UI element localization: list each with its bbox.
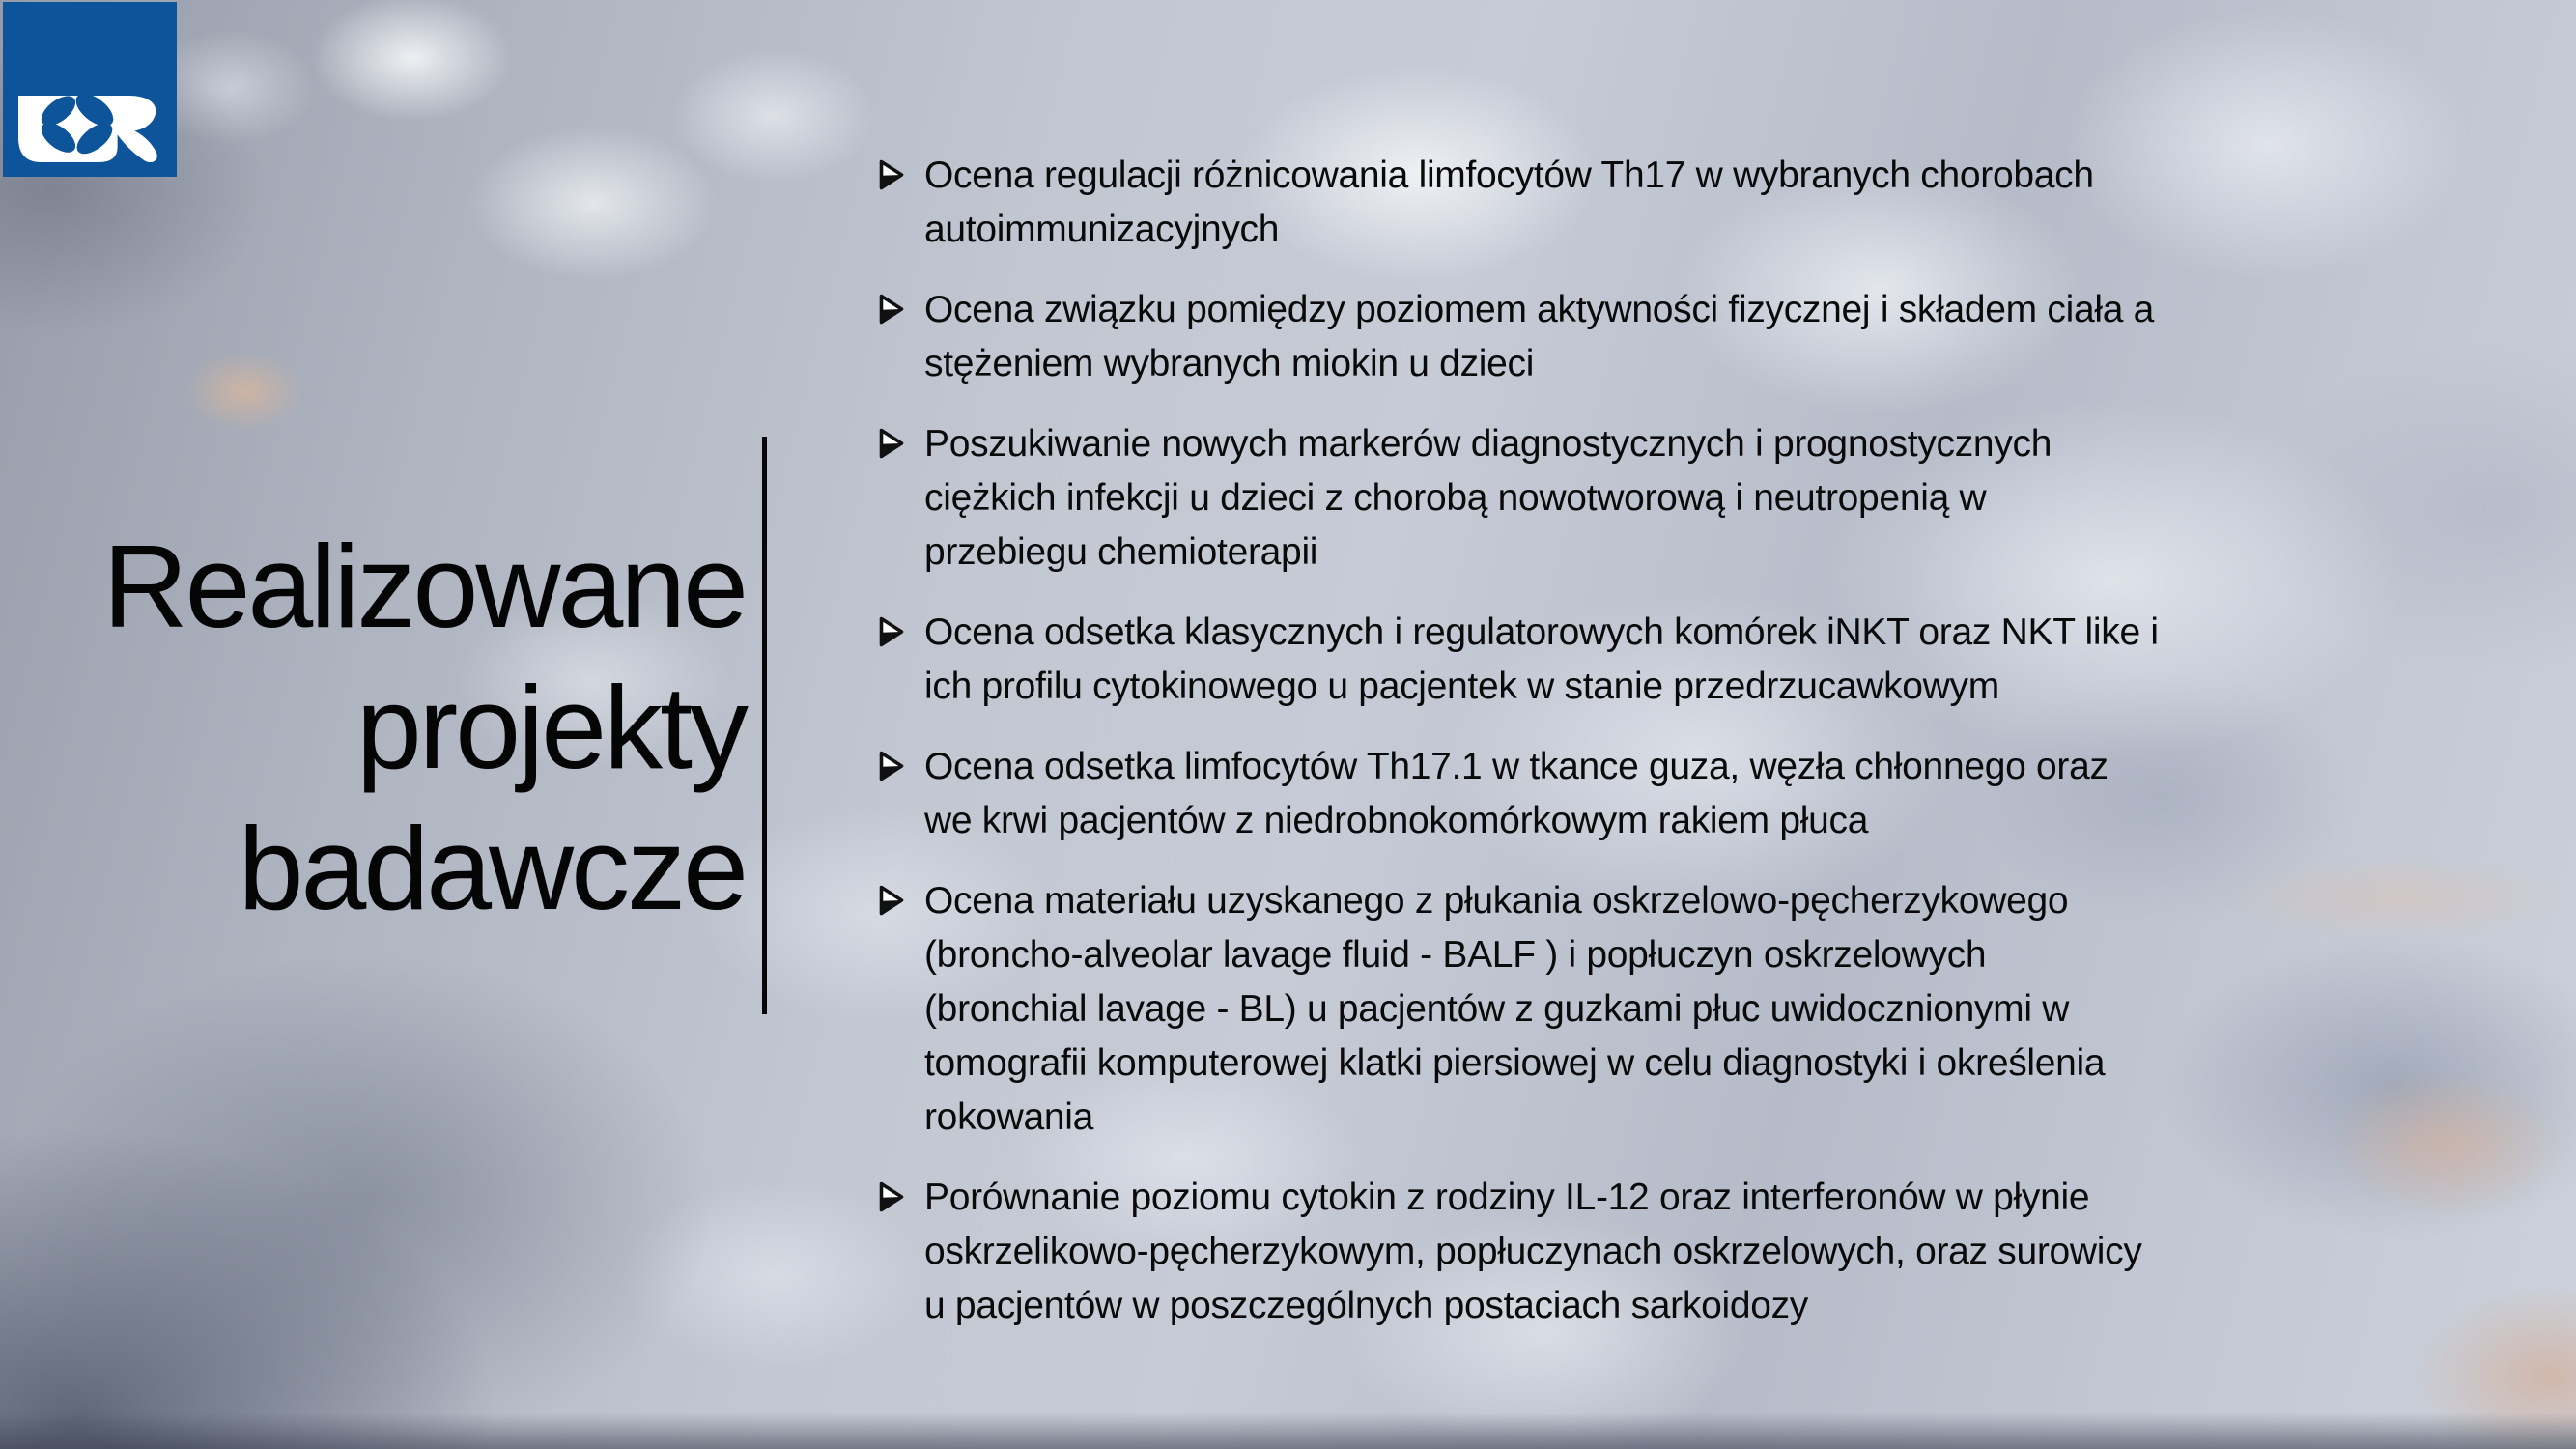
arrow-bullet-icon <box>877 426 906 461</box>
arrow-bullet-icon <box>877 883 906 918</box>
bullet-text: Ocena odsetka limfocytów Th17.1 w tkance guza, węzła chłonnego oraz we krwi pacjentów z niedrobnokomórkowym rakiem płuca <box>924 746 2109 841</box>
bullet-text: Ocena odsetka klasycznych i regulatorowych komórek iNKT oraz NKT like i ich profilu cytokinowego u pacjentek w stanie przedrzucawkowym <box>924 611 2159 707</box>
bullet-item <box>877 874 2316 1145</box>
ur-logo <box>3 2 177 177</box>
slide-title: Realizowane projekty badawcze <box>102 521 746 934</box>
bullet-item <box>877 283 2316 391</box>
bullet-item <box>877 1171 2316 1333</box>
bullet-text: Ocena związku pomiędzy poziomem aktywności fizycznej i składem ciała a stężeniem wybranych miokin u dzieci <box>924 289 2155 384</box>
bullet-item <box>877 417 2316 580</box>
arrow-bullet-icon <box>877 749 906 783</box>
bullet-item <box>877 740 2316 848</box>
bullet-text: Ocena regulacji różnicowania limfocytów Th17 w wybranych chorobach autoimmunizacyjnych <box>924 155 2094 250</box>
arrow-bullet-icon <box>877 292 906 327</box>
title-divider-line <box>762 437 767 1014</box>
bullet-text: Porównanie poziomu cytokin z rodziny IL-12 oraz interferonów w płynie oskrzelikowo-pęcherzykowym, popłuczynach oskrzelowych, oraz surowicy u pacjentów w poszczególnych postaciach sarkoidozy <box>924 1177 2142 1326</box>
bullet-item <box>877 149 2316 257</box>
ur-monogram-icon <box>18 94 161 165</box>
bullet-text: Ocena materiału uzyskanego z płukania oskrzelowo-pęcherzykowego (broncho-alveolar lavage fluid - BALF ) i popłuczyn oskrzelowych (bronchial lavage - BL) u pacjentów z guzkami płuc uwidocznionymi w tomografii komputerowej klatki piersiowej w celu diagnostyki i określenia rokowania <box>924 880 2106 1138</box>
arrow-bullet-icon <box>877 614 906 649</box>
arrow-bullet-icon <box>877 1179 906 1214</box>
bullet-text: Poszukiwanie nowych markerów diagnostycznych i prognostycznych ciężkich infekcji u dzieci z chorobą nowotworową i neutropenią w przebiegu chemioterapii <box>924 423 2052 573</box>
bullet-list <box>877 149 2316 1333</box>
arrow-bullet-icon <box>877 157 906 192</box>
bullet-item <box>877 606 2316 714</box>
